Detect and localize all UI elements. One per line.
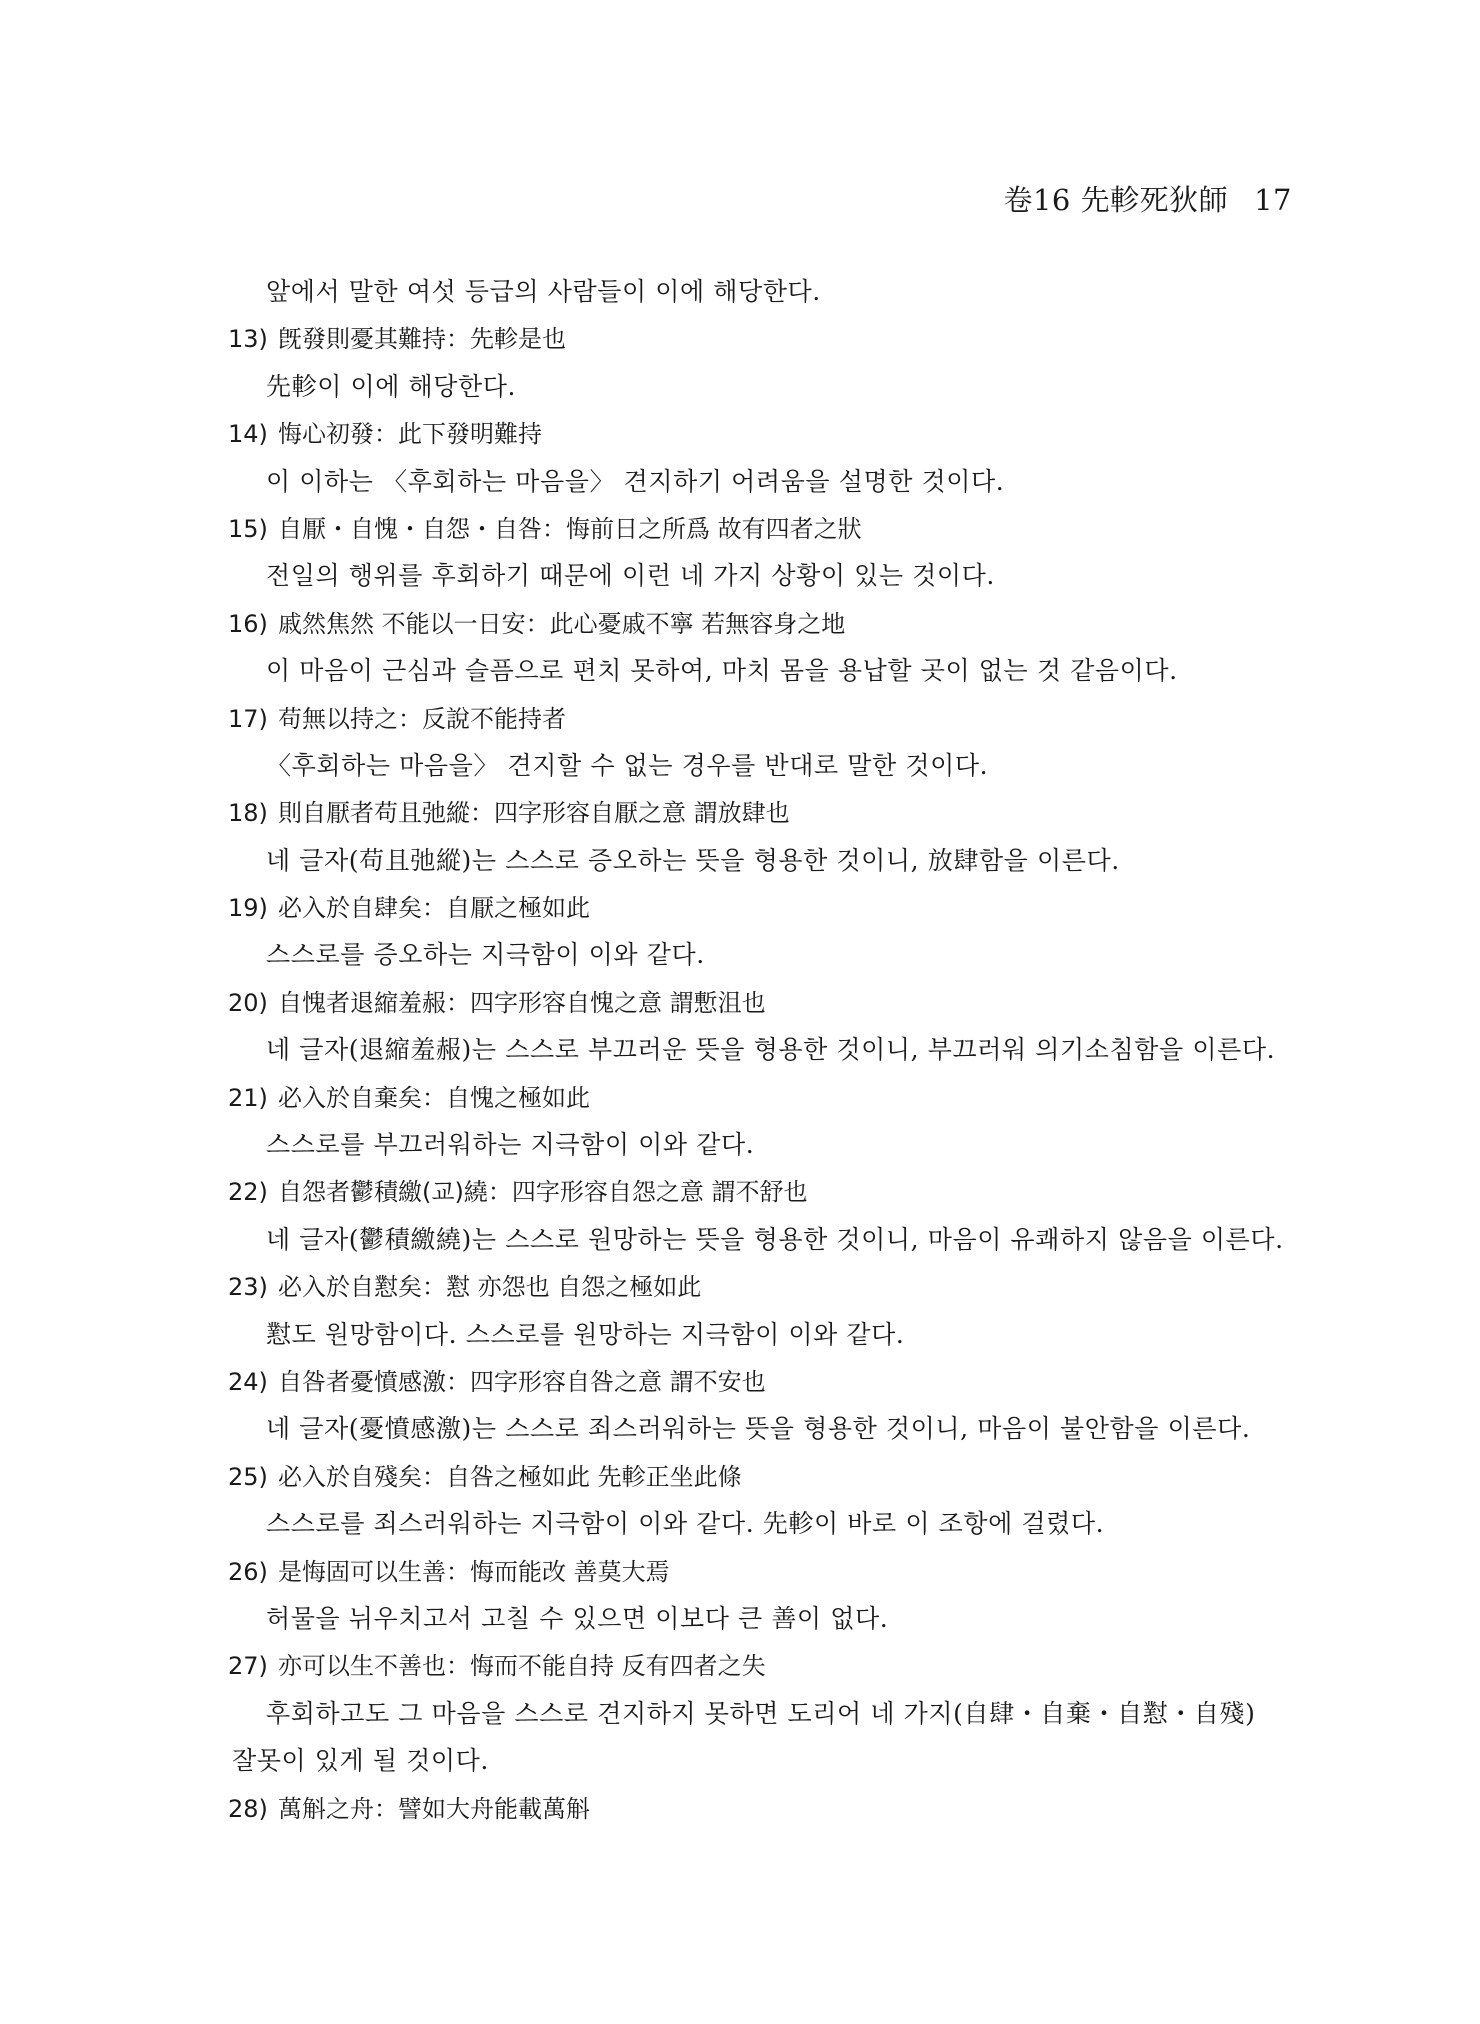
footnote-entry (228, 1168, 1298, 1215)
footnote-number: 24) (228, 1367, 268, 1396)
footnote-source-text: 旣發則憂其難持：先軫是也 (278, 325, 566, 354)
footnote-number: 23) (228, 1273, 268, 1302)
footnote-source-text: 必入於自懟矣：懟 亦怨也 自怨之極如此 (278, 1273, 702, 1302)
footnote-entry (228, 1263, 1298, 1310)
running-head (1003, 178, 1292, 219)
footnote-source-text: 自咎者憂憤感激：四字形容自咎之意 謂不安也 (278, 1367, 766, 1396)
running-head-title: 卷16 先軫死狄師 (1003, 183, 1229, 217)
footnote-entry (228, 789, 1298, 836)
footnote-translation: 스스로를 죄스러워하는 지극함이 이와 같다. 先軫이 바로 이 조항에 걸렸다. (266, 1509, 1105, 1539)
footnote-translation: 잘못이 있게 될 것이다. (232, 1746, 489, 1776)
footnote-source-text: 必入於自棄矣：自愧之極如此 (278, 1083, 590, 1112)
intro-translation: 앞에서 말한 여섯 등급의 사람들이 이에 해당한다. (266, 277, 821, 306)
footnote-entry (228, 1453, 1298, 1500)
footnote-source-text: 自愧者退縮羞赧：四字形容自愧之意 謂慙沮也 (278, 988, 766, 1017)
footnote-translation: 이 마음이 근심과 슬픔으로 편치 못하여, 마치 몸을 용납할 곳이 없는 것 같음이다. (266, 656, 1178, 686)
footnote-entry (228, 1548, 1298, 1595)
footnote-number: 16) (228, 609, 268, 638)
footnote-number: 26) (228, 1557, 268, 1586)
footnote-source-text: 戚然焦然 不能以一日安：此心憂戚不寧 若無容身之地 (278, 609, 846, 638)
footnote-number: 25) (228, 1462, 268, 1491)
footnote-entry (228, 1785, 1298, 1832)
footnote-entry (228, 979, 1298, 1026)
footnote-source-text: 自厭・自愧・自怨・自咎：悔前日之所爲 故有四者之狀 (278, 514, 862, 543)
footnote-number: 21) (228, 1083, 268, 1112)
footnote-translation: 허물을 뉘우치고서 고칠 수 있으면 이보다 큰 善이 없다. (266, 1603, 889, 1633)
footnote-translation: 후회하고도 그 마음을 스스로 견지하지 못하면 도리어 네 가지(自肆・自棄・自懟・自殘) (266, 1698, 1256, 1728)
footnote-number: 15) (228, 514, 268, 543)
footnote-entry (228, 1074, 1298, 1121)
footnote-translation: 懟도 원망함이다. 스스로를 원망하는 지극함이 이와 같다. (266, 1319, 905, 1349)
footnote-source-text: 必入於自肆矣：自厭之極如此 (278, 894, 590, 923)
footnote-source-text: 是悔固可以生善：悔而能改 善莫大焉 (278, 1557, 670, 1586)
footnote-source-text: 則自厭者苟且弛縱：四字形容自厭之意 謂放肆也 (278, 799, 790, 828)
footnote-source-text: 自怨者鬱積繳(교)繞：四字形容自怨之意 謂不舒也 (278, 1178, 808, 1207)
footnote-entry (228, 1358, 1298, 1405)
footnote-translation: 전일의 행위를 후회하기 때문에 이런 네 가지 상황이 있는 것이다. (266, 561, 995, 591)
footnote-number: 18) (228, 799, 268, 828)
footnote-translation: 네 글자(苟且弛縱)는 스스로 증오하는 뜻을 형용한 것이니, 放肆함을 이른다. (266, 845, 1120, 875)
footnote-number: 14) (228, 420, 268, 449)
footnote-entry (228, 600, 1298, 647)
footnote-translation: 네 글자(憂憤感激)는 스스로 죄스러워하는 뜻을 형용한 것이니, 마음이 불안함을 이른다. (266, 1414, 1251, 1444)
footnote-source-text: 亦可以生不善也：悔而不能自持 反有四者之失 (278, 1652, 766, 1681)
footnote-list (228, 315, 1298, 1832)
footnote-source-text: 必入於自殘矣：自咎之極如此 先軫正坐此條 (278, 1462, 742, 1491)
footnote-number: 27) (228, 1652, 268, 1681)
footnote-translation: 이 이하는 〈후회하는 마음을〉 견지하기 어려움을 설명한 것이다. (266, 466, 1005, 496)
footnote-translation: 네 글자(退縮羞赧)는 스스로 부끄러운 뜻을 형용한 것이니, 부끄러워 의기소침함을 이른다. (266, 1035, 1276, 1065)
footnote-entry (228, 1642, 1298, 1689)
footnote-translation: 네 글자(鬱積繳繞)는 스스로 원망하는 뜻을 형용한 것이니, 마음이 유쾌하지 않음을 이른다. (266, 1224, 1284, 1254)
footnote-source-text: 苟無以持之：反說不能持者 (278, 704, 566, 733)
page-body (228, 268, 1298, 1832)
footnote-number: 17) (228, 704, 268, 733)
footnote-number: 13) (228, 325, 268, 354)
footnote-entry (228, 315, 1298, 362)
footnote-source-text: 悔心初發：此下發明難持 (278, 420, 542, 449)
footnote-entry (228, 410, 1298, 457)
footnote-translation: 〈후회하는 마음을〉 견지할 수 없는 경우를 반대로 말한 것이다. (266, 750, 989, 780)
footnote-entry (228, 884, 1298, 931)
footnote-translation: 스스로를 부끄러워하는 지극함이 이와 같다. (266, 1130, 755, 1160)
footnote-translation: 先軫이 이에 해당한다. (266, 371, 517, 401)
page-number: 17 (1254, 183, 1292, 217)
footnote-source-text: 萬斛之舟：譬如大舟能載萬斛 (278, 1794, 590, 1823)
footnote-entry (228, 505, 1298, 552)
footnote-number: 28) (228, 1794, 268, 1823)
footnote-number: 22) (228, 1178, 268, 1207)
footnote-number: 20) (228, 988, 268, 1017)
footnote-translation: 스스로를 증오하는 지극함이 이와 같다. (266, 940, 705, 970)
footnote-number: 19) (228, 894, 268, 923)
footnote-entry (228, 695, 1298, 742)
